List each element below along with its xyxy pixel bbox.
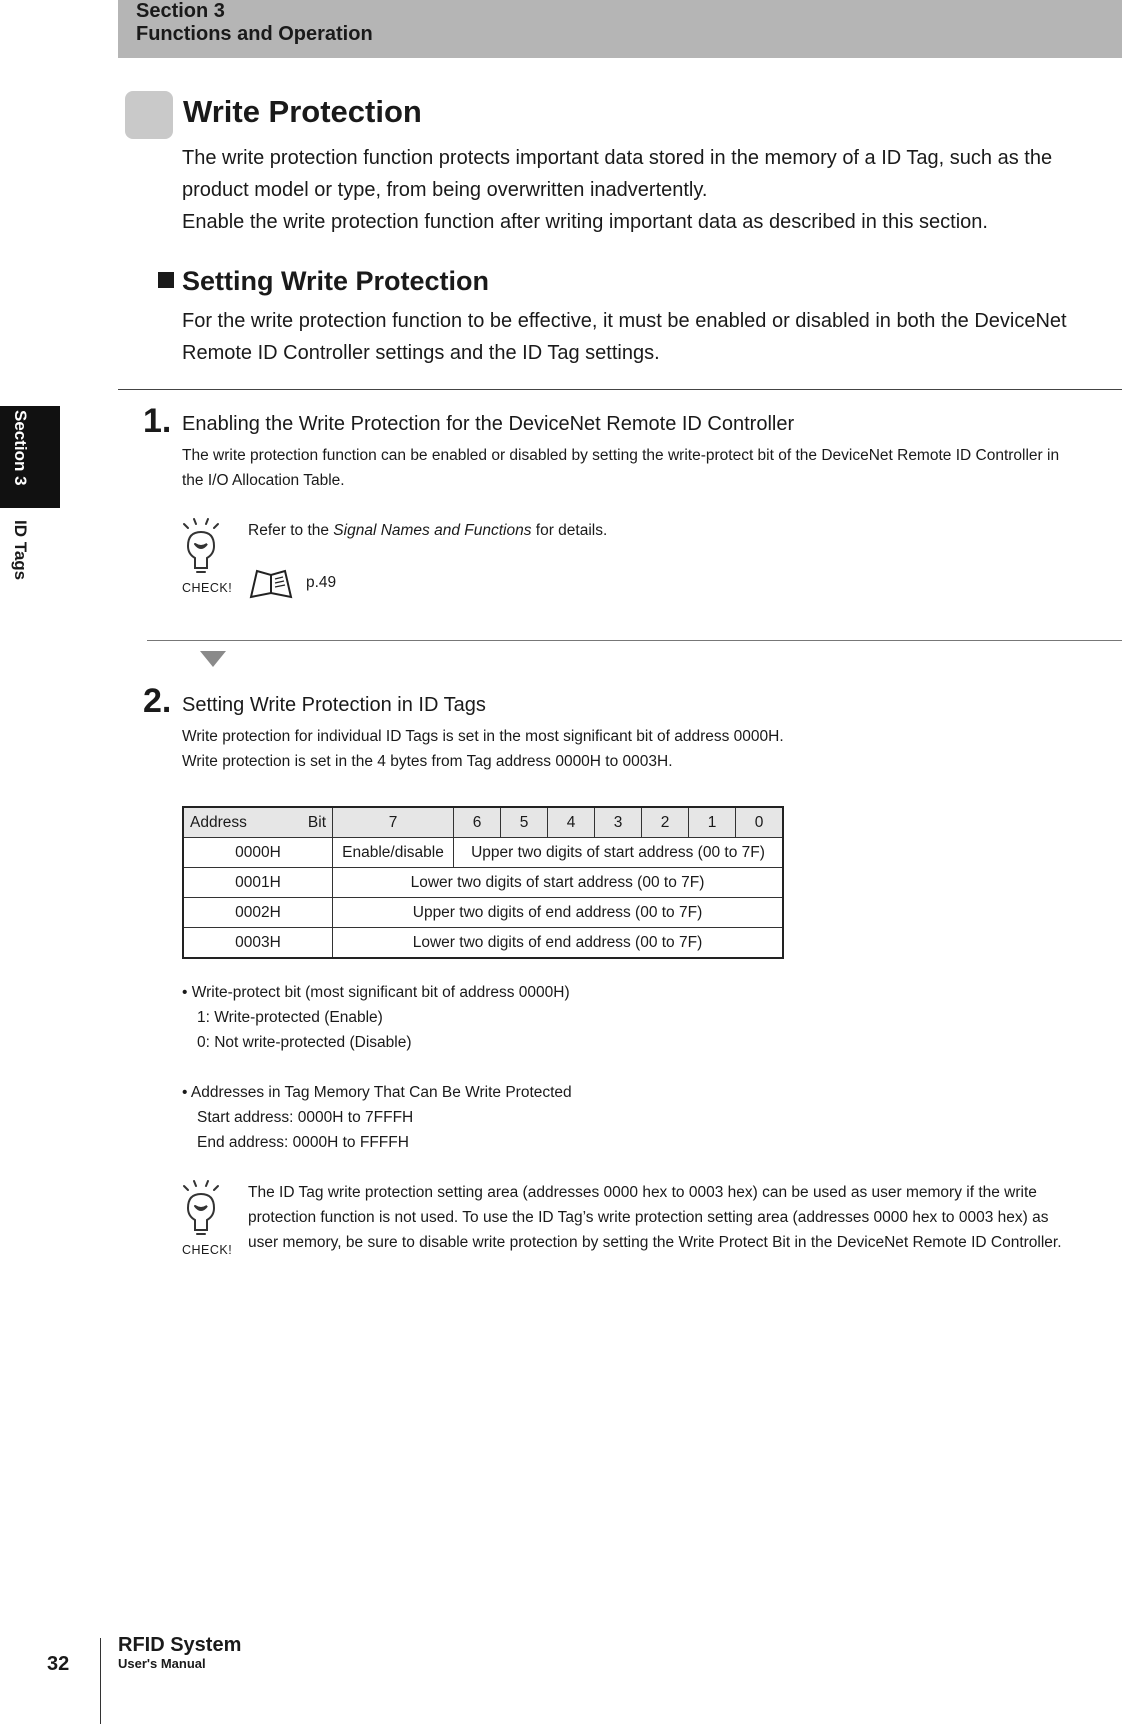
setting-heading: Setting Write Protection xyxy=(158,266,489,297)
check-line: The ID Tag write protection setting area (addresses 0000 hex to 0003 hex) can be used as user memory if the write xyxy=(248,1184,1037,1201)
side-section-tab xyxy=(0,406,60,508)
header-subtitle: Functions and Operation xyxy=(136,23,373,45)
footer-divider xyxy=(100,1638,101,1724)
table-cell: 0001H xyxy=(183,868,333,898)
table-cell: 0002H xyxy=(183,898,333,928)
step2-text xyxy=(182,724,1117,774)
check-note xyxy=(248,1180,1118,1255)
table-header-cell: 1 xyxy=(689,807,736,838)
check-note: Refer to the Signal Names and Functions for details. xyxy=(248,522,608,539)
write-protect-table xyxy=(182,806,784,959)
header-section: Section 3 xyxy=(136,0,225,22)
setting-paragraph xyxy=(182,305,1112,369)
check-label: CHECK! xyxy=(182,1243,233,1257)
intro-line: The write protection function protects important data stored in the memory of a ID Tag, such as the xyxy=(182,147,1053,169)
intro-line: product model or type, from being overwritten inadvertently. xyxy=(182,179,708,201)
table-cell: Upper two digits of start address (00 to 7F) xyxy=(454,838,784,868)
step2-number: 2. xyxy=(143,682,172,720)
page-number: 32 xyxy=(47,1653,70,1675)
table-row xyxy=(183,928,783,959)
bullet-head: • Addresses in Tag Memory That Can Be Write Protected xyxy=(182,1084,572,1101)
bullet-block xyxy=(182,1080,572,1155)
step2-line: Write protection is set in the 4 bytes from Tag address 0000H to 0003H. xyxy=(182,753,673,770)
side-tab-section: Section 3 xyxy=(11,410,30,486)
table-cell: Enable/disable xyxy=(333,838,454,868)
table-header-cell: 2 xyxy=(642,807,689,838)
footer-subtitle: User's Manual xyxy=(118,1656,206,1671)
square-bullet-icon xyxy=(158,272,174,288)
step1-title: Enabling the Write Protection for the DeviceNet Remote ID Controller xyxy=(182,413,795,435)
bullet-head: • Write-protect bit (most significant bit of address 0000H) xyxy=(182,984,570,1001)
side-tab-topic: ID Tags xyxy=(11,520,30,581)
table-cell: Lower two digits of start address (00 to 7F) xyxy=(333,868,784,898)
bullet-line: Start address: 0000H to 7FFFH xyxy=(197,1109,414,1126)
table-header-cell: Address Bit xyxy=(183,807,333,838)
setting-line: For the write protection function to be effective, it must be enabled or disabled in both the DeviceNet xyxy=(182,310,1067,332)
bullet-line: 1: Write-protected (Enable) xyxy=(197,1009,383,1026)
table-cell: Upper two digits of end address (00 to 7F) xyxy=(333,898,784,928)
step1-text xyxy=(182,443,1117,493)
table-header-cell: 6 xyxy=(454,807,501,838)
section-header-bar xyxy=(118,0,1122,58)
step1-line: the I/O Allocation Table. xyxy=(182,472,345,489)
table-row xyxy=(183,838,783,868)
down-arrow-icon xyxy=(200,651,226,667)
bullet-line: 0: Not write-protected (Disable) xyxy=(197,1034,412,1051)
divider xyxy=(118,389,1122,390)
divider xyxy=(147,640,1122,641)
table-header-row xyxy=(183,807,783,838)
setting-line: Remote ID Controller settings and the ID Tag settings. xyxy=(182,342,660,364)
check-label: CHECK! xyxy=(182,581,233,595)
table-row xyxy=(183,898,783,928)
check-line: protection function is not used. To use the ID Tag’s write protection setting area (addresses 0000 hex to 0003 hex) as xyxy=(248,1209,1049,1226)
step1-number: 1. xyxy=(143,402,172,440)
step2-line: Write protection for individual ID Tags is set in the most significant bit of address 0000H. xyxy=(182,728,784,745)
footer-title: RFID System xyxy=(118,1634,242,1656)
check-line: user memory, be sure to disable write protection by setting the Write Protect Bit in the DeviceNet Remote ID Controller. xyxy=(248,1234,1062,1251)
intro-line: Enable the write protection function after writing important data as described in this section. xyxy=(182,211,988,233)
table-cell: 0003H xyxy=(183,928,333,959)
table-header-cell: 4 xyxy=(548,807,595,838)
table-cell: 0000H xyxy=(183,838,333,868)
table-header-cell: 5 xyxy=(501,807,548,838)
page-reference-link[interactable]: p.49 xyxy=(306,574,337,591)
intro-paragraph xyxy=(182,142,1112,238)
bullet-line: End address: 0000H to FFFFH xyxy=(197,1134,409,1151)
step1-line: The write protection function can be enabled or disabled by setting the write-protect bit of the DeviceNet Remote ID Controller in xyxy=(182,447,1060,464)
table-row xyxy=(183,868,783,898)
bullet-block xyxy=(182,980,570,1055)
table-header-cell: 3 xyxy=(595,807,642,838)
page-title: Write Protection xyxy=(183,94,422,129)
table-header-cell: 7 xyxy=(333,807,454,838)
book-reference-icon xyxy=(248,567,294,599)
step2-title: Setting Write Protection in ID Tags xyxy=(182,694,486,716)
title-marker xyxy=(125,91,173,139)
table-cell: Lower two digits of end address (00 to 7F) xyxy=(333,928,784,959)
table-header-cell: 0 xyxy=(736,807,784,838)
